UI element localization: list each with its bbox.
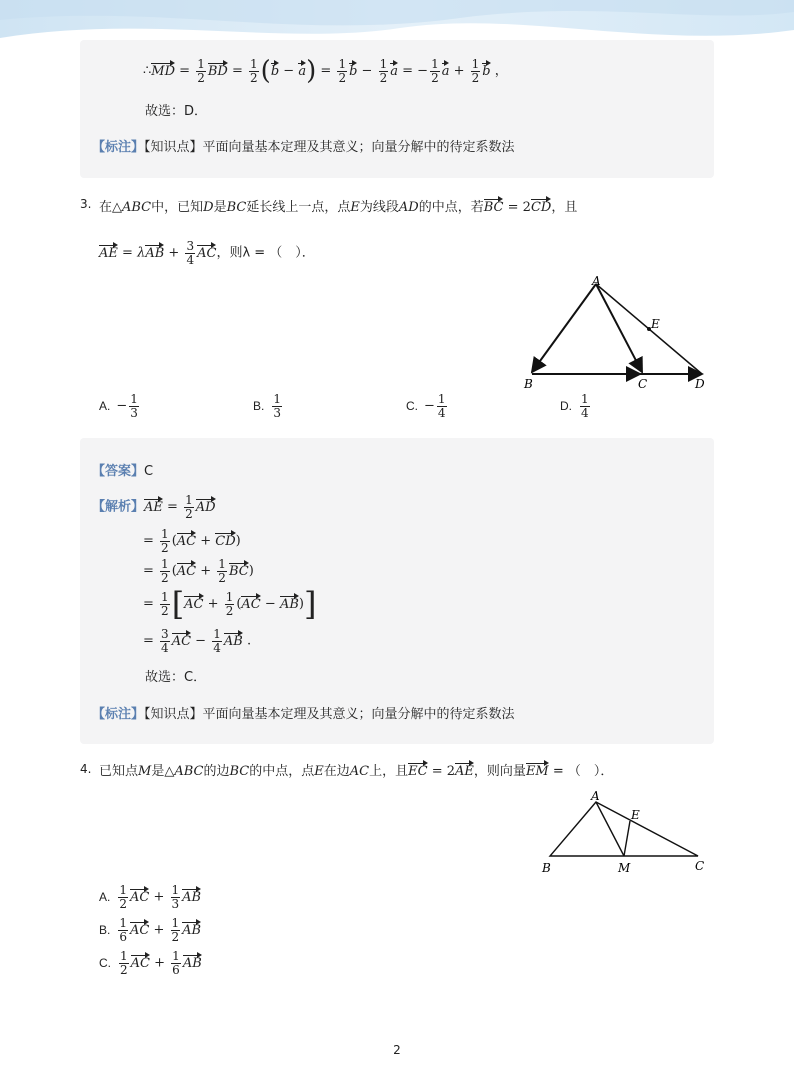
label-M: M bbox=[618, 861, 631, 875]
tag-text: 【知识点】平面向量基本定理及其意义；向量分解中的待定系数法 bbox=[144, 707, 515, 722]
label-A: A bbox=[591, 789, 600, 803]
analysis-row-2: = $\frac{1}{2}$ (AC + CD) bbox=[143, 527, 241, 555]
page-number: 2 bbox=[393, 1043, 401, 1057]
segment-AB bbox=[532, 284, 596, 372]
question-3-stem: 在△ABC中，已知D是BC延长线上一点，点E为线段AD的中点，若BC = 2CD，且 bbox=[99, 196, 577, 215]
question-4-stem: 已知点M是△ABC的边BC的中点，点E在边AC上，且EC = 2AE，则向量EM = （ ）． bbox=[99, 760, 613, 779]
tag-text: 【知识点】平面向量基本定理及其意义；向量分解中的待定系数法 bbox=[144, 140, 515, 155]
triangle-ABC bbox=[550, 802, 698, 856]
question-4-number: 4. bbox=[80, 762, 92, 776]
prev-solution-tag bbox=[92, 136, 515, 155]
question-3-figure bbox=[520, 272, 720, 394]
answer-label: 【答案】 bbox=[92, 464, 145, 479]
label-E: E bbox=[651, 317, 660, 331]
question-3-equation: AE = λAB + $\frac{3}{4}$ AC，则λ = （ ）． bbox=[99, 239, 315, 267]
question-3-option-c[interactable]: C. − $\frac{1}{4}$ bbox=[406, 392, 446, 420]
label-B: B bbox=[524, 377, 533, 391]
prev-solution-conclusion: 故选：D． bbox=[145, 104, 208, 119]
analysis-row-5: = $\frac{3}{4}$ AC − $\frac{1}{4}$ AB . bbox=[143, 627, 252, 655]
question-4-figure bbox=[538, 788, 714, 880]
question-4-option-c[interactable]: C. $\frac{1}{2}$ AC + $\frac{1}{6}$ AB bbox=[99, 949, 202, 977]
answer-value: C bbox=[144, 464, 154, 479]
segment-AC bbox=[596, 284, 642, 372]
analysis-conclusion: 故选：C． bbox=[145, 670, 207, 685]
prev-solution-box bbox=[80, 40, 714, 178]
question-3-tag bbox=[92, 703, 515, 722]
question-3-option-d[interactable]: D. $\frac{1}{4}$ bbox=[560, 392, 589, 420]
question-3-option-b[interactable]: B. $\frac{1}{3}$ bbox=[253, 392, 281, 420]
segment-EM bbox=[624, 821, 630, 856]
tag-label: 【标注】 bbox=[92, 140, 145, 155]
prev-solution-formula: ∴MD = $\frac{1}{2}$ BD = $\frac{1}{2}$ (b − a) = $\frac{1}{2}$ b − $\frac{1}{2}$ a = − $\frac{1}{2}$ a + $\frac{1}{2}$ b ， bbox=[143, 56, 508, 87]
tag-label: 【标注】 bbox=[92, 707, 145, 722]
question-3-solution-box bbox=[80, 438, 714, 744]
label-B: B bbox=[542, 861, 551, 875]
question-3-number: 3. bbox=[80, 197, 92, 211]
analysis-row-1: 【解析】AE = $\frac{1}{2}$ AD bbox=[92, 493, 216, 521]
analysis-row-4: = $\frac{1}{2}$ [AC + $\frac{1}{2}$ (AC − AB)] bbox=[143, 585, 317, 623]
label-E: E bbox=[631, 808, 640, 822]
question-4-option-a[interactable]: A. $\frac{1}{2}$ AC + $\frac{1}{3}$ AB bbox=[99, 883, 202, 911]
question-3-option-a[interactable]: A. − $\frac{1}{3}$ bbox=[99, 392, 138, 420]
question-4-option-b[interactable]: B. $\frac{1}{6}$ AC + $\frac{1}{2}$ AB bbox=[99, 916, 202, 944]
label-D: D bbox=[695, 377, 705, 391]
label-C: C bbox=[695, 859, 705, 873]
label-C: C bbox=[638, 377, 648, 391]
label-A: A bbox=[592, 274, 601, 288]
answer-row bbox=[92, 460, 153, 479]
analysis-label: 【解析】 bbox=[92, 499, 145, 515]
analysis-row-3: = $\frac{1}{2}$ (AC + $\frac{1}{2}$ BC) bbox=[143, 557, 254, 585]
